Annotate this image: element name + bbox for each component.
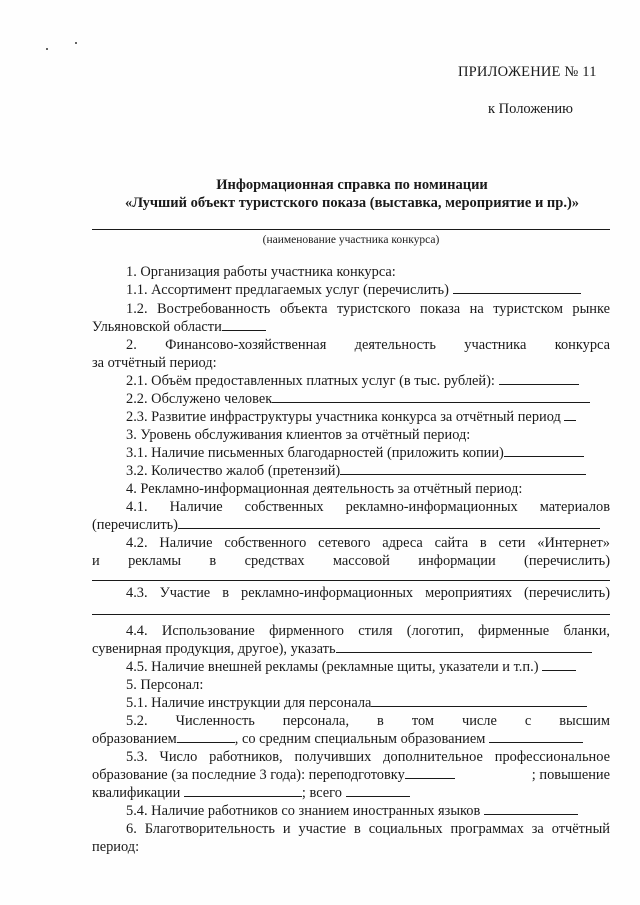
item-5-3-text-4: ; всего [301, 785, 342, 801]
scan-speck [46, 48, 48, 50]
participant-name-caption: (наименование участника конкурса) [262, 234, 440, 246]
fill-blank[interactable] [542, 658, 576, 671]
section-4-heading: 4. Рекламно-информационная деятельность за отчётный период: [126, 481, 523, 497]
item-5-2-text-2: , со средним специальным образованием [234, 731, 486, 747]
section-2-line2: за отчётный период: [92, 355, 217, 371]
item-5-3-text: образование (за последние 3 года): переподготовку [92, 767, 405, 783]
document-title: Информационная справка по номинации [216, 177, 488, 193]
fill-blank[interactable] [92, 580, 610, 581]
fill-blank[interactable] [499, 372, 579, 385]
item-4-2-line2: и рекламы в средствах массовой информации (перечислить) [92, 553, 610, 569]
item-3-1 [92, 444, 610, 462]
fill-blank[interactable] [336, 640, 592, 653]
item-5-3-line2 [92, 766, 610, 784]
item-3-2-text: 3.2. Количество жалоб (претензий) [126, 463, 341, 479]
item-4-5-text: 4.5. Наличие внешней рекламы (рекламные щиты, указатели и т.п.) [126, 659, 539, 675]
item-1-2-line1: 1.2. Востребованность объекта туристского показа на туристском рынке [126, 301, 610, 317]
item-1-2-line2 [92, 318, 610, 336]
item-5-2-line2 [92, 730, 610, 748]
item-2-3 [92, 408, 610, 426]
item-1-1-text: 1.1. Ассортимент предлагаемых услуг (перечислить) [126, 282, 449, 298]
item-4-2-line1: 4.2. Наличие собственного сетевого адреса сайта в сети «Интернет» [126, 535, 610, 551]
item-4-3: 4.3. Участие в рекламно-информационных мероприятиях (перечислить) [126, 585, 610, 601]
fill-blank[interactable] [340, 462, 586, 475]
item-3-2 [92, 462, 610, 480]
section-1-text: 1. Организация работы участника конкурса: [126, 264, 396, 280]
section-6-line1: 6. Благотворительность и участие в социальных программах за отчётный [126, 821, 610, 837]
fill-blank[interactable] [178, 516, 600, 529]
item-1-2-text: Ульяновской области [92, 319, 222, 335]
fill-blank[interactable] [564, 408, 576, 421]
item-5-3-retraining [92, 766, 455, 784]
fill-blank[interactable] [177, 730, 235, 743]
item-1-1 [92, 281, 610, 299]
item-4-5 [92, 658, 610, 676]
item-5-4 [92, 802, 610, 820]
item-4-1-text: (перечислить) [92, 517, 178, 533]
item-5-3-line1: 5.3. Число работников, получивших дополнительное профессиональное [126, 749, 610, 765]
fill-blank[interactable] [272, 390, 590, 403]
item-2-3-text: 2.3. Развитие инфраструктуры участника конкурса за отчётный период [126, 409, 561, 425]
fill-blank[interactable] [453, 281, 581, 294]
fill-blank[interactable] [222, 318, 266, 331]
scan-speck [75, 42, 77, 44]
item-2-1 [92, 372, 610, 390]
section-2-line1: 2. Финансово-хозяйственная деятельность участника конкурса [126, 337, 610, 353]
nomination-title: «Лучший объект туристского показа (выставка, мероприятие и пр.)» [124, 195, 580, 211]
item-5-3-text-3: квалификации [92, 785, 181, 801]
item-5-3-line3 [92, 784, 610, 802]
item-5-1-text: 5.1. Наличие инструкции для персонала [126, 695, 372, 711]
section-5-heading: 5. Персонал: [126, 677, 204, 693]
fill-blank[interactable] [92, 614, 610, 615]
fill-blank[interactable] [346, 784, 410, 797]
item-5-1 [92, 694, 610, 712]
fill-blank[interactable] [484, 802, 578, 815]
appendix-number: ПРИЛОЖЕНИЕ № 11 [458, 64, 597, 80]
regulation-reference: к Положению [488, 101, 573, 117]
section-3-heading: 3. Уровень обслуживания клиентов за отчётный период: [126, 427, 471, 443]
item-4-4-text: сувенирная продукция, другое), указать [92, 641, 336, 657]
item-4-4-line2 [92, 640, 610, 658]
section-1-heading [92, 263, 610, 281]
fill-blank[interactable] [184, 784, 302, 797]
item-4-4-line1: 4.4. Использование фирменного стиля (логотип, фирменные бланки, [126, 623, 610, 639]
item-5-2-line1: 5.2. Численность персонала, в том числе с высшим [126, 713, 610, 729]
item-2-2 [92, 390, 610, 408]
item-2-1-text: 2.1. Объём предоставленных платных услуг (в тыс. рублей): [126, 373, 495, 389]
item-4-1-line2 [92, 516, 610, 534]
item-5-2-text: образованием [92, 731, 177, 747]
fill-blank[interactable] [489, 730, 583, 743]
fill-blank[interactable] [405, 766, 455, 779]
item-2-2-text: 2.2. Обслужено человек [126, 391, 273, 407]
section-6-line2: период: [92, 839, 140, 855]
participant-name-line [92, 229, 610, 230]
fill-blank[interactable] [504, 444, 584, 457]
item-3-1-text: 3.1. Наличие письменных благодарностей (приложить копии) [126, 445, 504, 461]
item-5-4-text: 5.4. Наличие работников со знанием иностранных языков [126, 803, 481, 819]
item-5-3-text-2: ; повышение [531, 767, 610, 783]
fill-blank[interactable] [371, 694, 587, 707]
item-4-1-line1: 4.1. Наличие собственных рекламно-информационных материалов [126, 499, 610, 515]
